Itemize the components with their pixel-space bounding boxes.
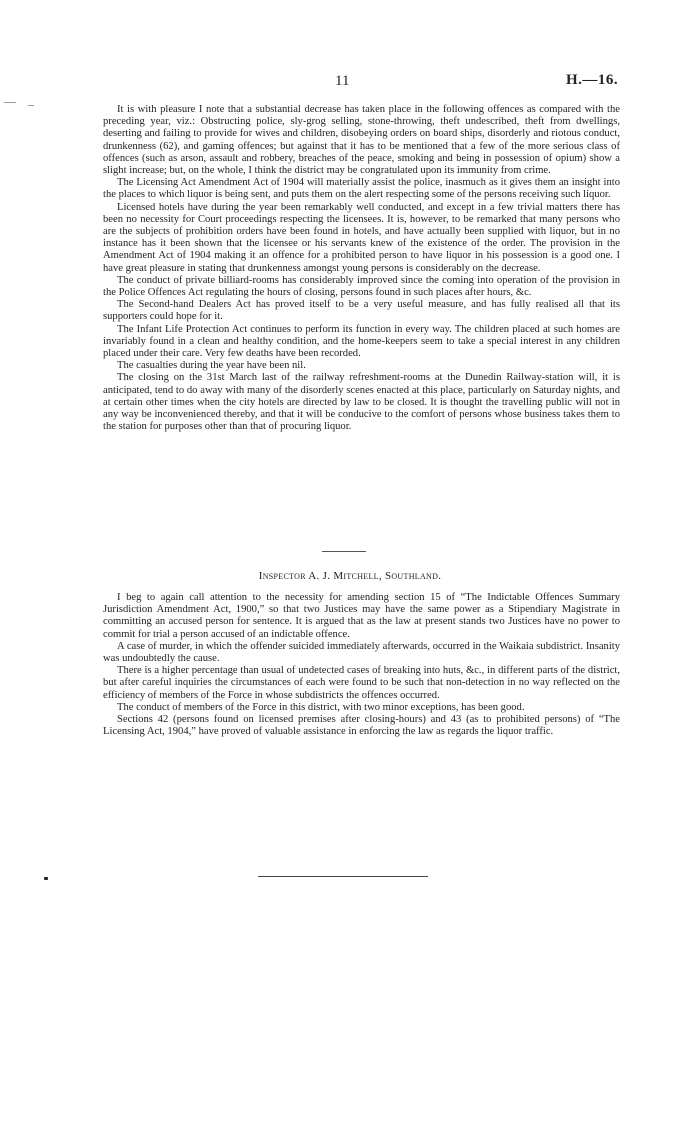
paragraph: There is a higher percentage than usual of undetected cases of breaking into huts, &c., in different parts of the district, but after careful inquiries the circumstances of each were found to be such that non-detection in no way reflected on the efficiency of members of the Force in whose subdistricts the offences occurred. [103,665,620,701]
paragraph: The casualties during the year have been nil. [117,360,306,372]
end-rule [258,876,428,877]
paragraph: The Second-hand Dealers Act has proved itself to be a very useful measure, and has fully realised all that its supporters could hope for it. [103,299,620,323]
paragraph: It is with pleasure I note that a substantial decrease has taken place in the following offences as compared with the preceding year, viz.: Obstructing police, sly-grog selling, stone-throwing, theft undescribed, theft from dwellings, deserting and failing to provide for wives and children, disobeying orders on board ships, disorderly and riotous conduct, drunkenness (62), and gaming offences; but against that it has to be mentioned that a few of the more serious class of offences (such as arson, assault and robbery, breaches of the peace, smoking and being in possession of opium) show a slight increase; but, on the whole, I think the district may be congratulated upon its immunity from crime. [103,104,620,177]
paragraph: I beg to again call attention to the necessity for amending section 15 of “The Indictable Offences Summary Jurisdiction Amendment Act, 1900,” so that two Justices may have the same power as a Stipendiary Magistrate in committing an accused person for sentence. It is argued that as the law at present stands two Justices have no power to commit for trial a person accused of an indictable offence. [103,592,620,640]
margin-mark [4,102,16,103]
document-code: H.—16. [566,72,619,88]
paragraph: The conduct of members of the Force in this district, with two minor exceptions, has been good. [117,701,525,713]
section-one-body [103,104,620,433]
margin-mark [28,105,34,106]
paragraph: Sections 42 (persons found on licensed premises after closing-hours) and 43 (as to prohibited persons) of “The Licensing Act, 1904,” have proved of valuable assistance in enforcing the law as regards the liquor traffic. [103,714,620,738]
paragraph: The Licensing Act Amendment Act of 1904 will materially assist the police, inasmuch as it gives them an insight into the places to which liquor is being sent, and puts them on the alert respecting some of the persons receiving such liquor. [103,177,620,201]
paragraph: The Infant Life Protection Act continues to perform its function in every way. The children placed at such homes are invariably found in a clean and healthy condition, and the home-keepers seem to take a special interest in any children placed under their care. Very few deaths have been recorded. [103,323,620,360]
page-number: 11 [335,73,350,89]
paragraph: The closing on the 31st March last of the railway refreshment-rooms at the Dunedin Railway-station will, it is anticipated, tend to do away with many of the disorderly scenes enacted at this place, particularly on Saturday nights, and at certain other times when the city hotels are directed by law to be closed. It is thought the travelling public will not in any way be inconvenienced thereby, and that it will be conducive to the comfort of persons whose business takes them to the station for purposes other than that of procuring liquor. [103,372,620,433]
paragraph: The conduct of private billiard-rooms has considerably improved since the coming into operation of the provision in the Police Offences Act regulating the hours of closing, persons found in such places after hours, &c. [103,274,620,299]
section-heading: Inspector A. J. Mitchell, Southland. [258,570,442,582]
paragraph: A case of murder, in which the offender suicided immediately afterwards, occurred in the Waikaia subdistrict. Insanity was undoubtedly the cause. [103,640,620,665]
margin-dot [44,877,48,880]
paragraph: Licensed hotels have during the year been remarkably well conducted, and except in a few trivial matters there has been no necessity for Court proceedings respecting the licensees. It is, however, to be remarked that many persons who are the subjects of prohibition orders have been found in hotels, and have actually been supplied with liquor, but in no instance has it been shown that the licensee or his servants knew of the existence of the order. The provision in the Amendment Act of 1904 making it an offence for a prohibited person to have liquor in his possession is a good one. I have great pleasure in stating that drunkenness amongst young persons is considerably on the decrease. [103,201,620,274]
section-two-body [103,592,620,738]
section-divider [322,551,366,552]
